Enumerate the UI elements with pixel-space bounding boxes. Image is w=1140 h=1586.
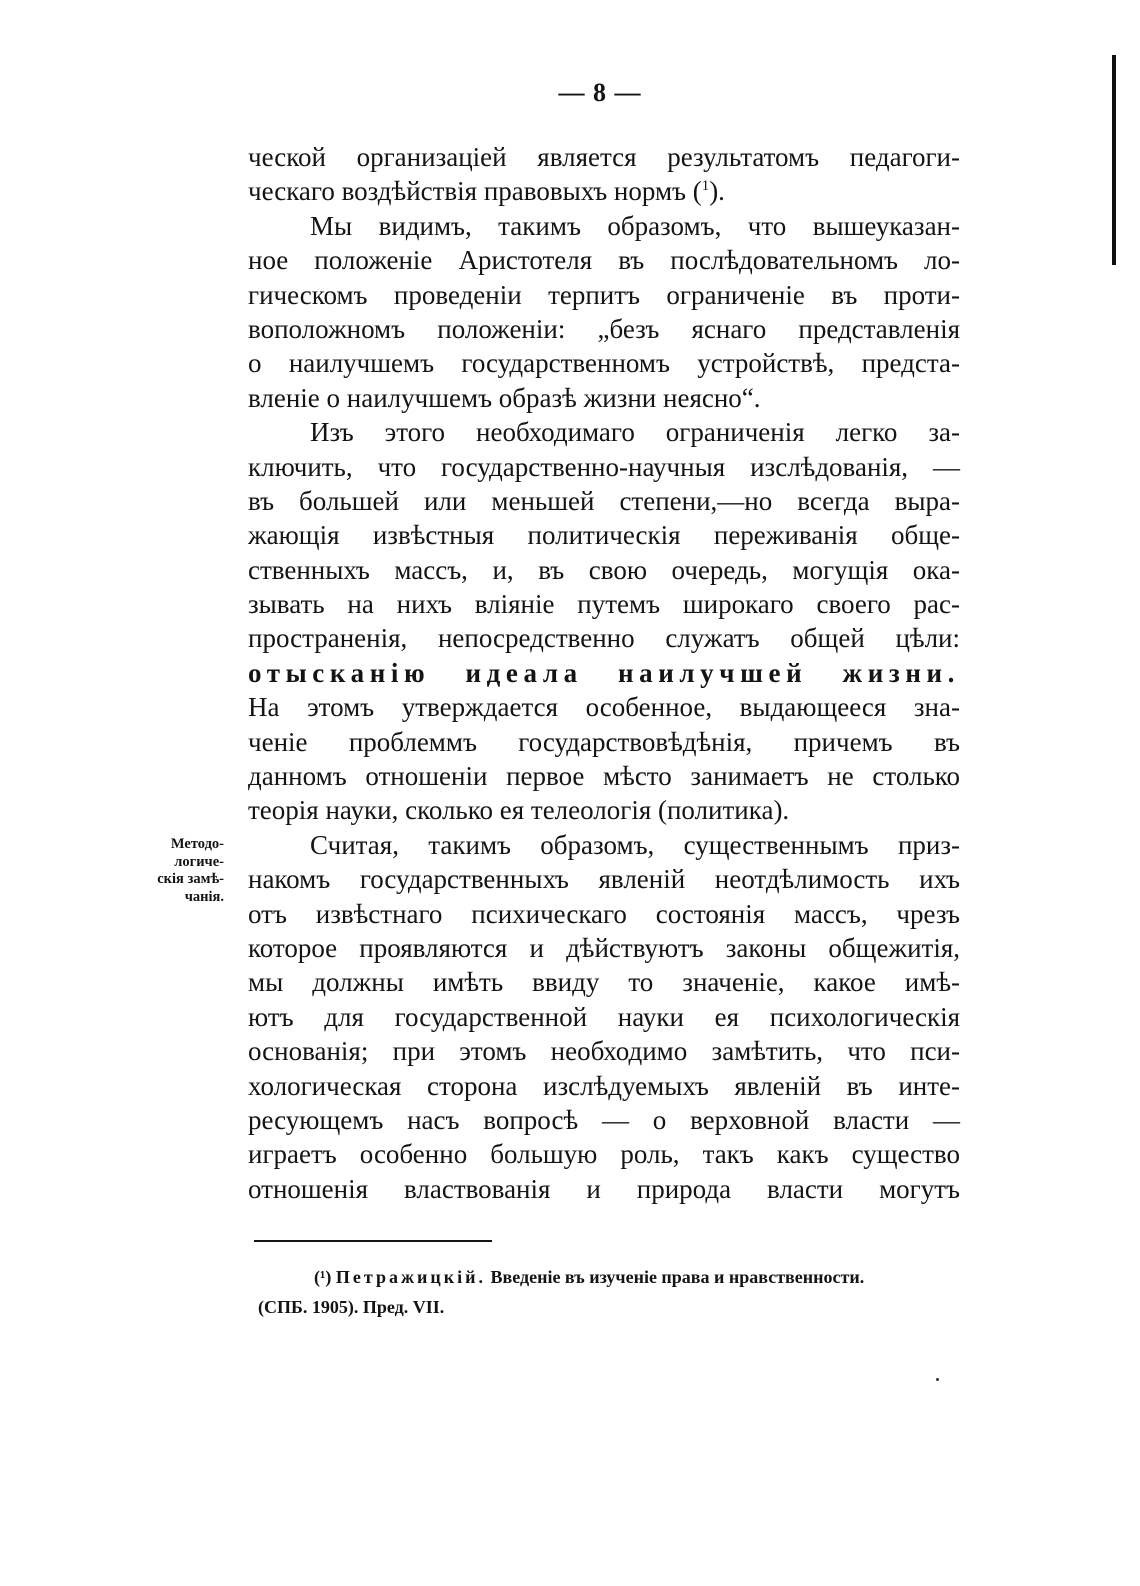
text-line: ютъ для государственной науки ея психологическія (248, 1001, 960, 1032)
text-line: воположномъ положеніи: „безъ яснаго представленія (248, 313, 960, 344)
footnotes (258, 1262, 970, 1322)
footnote-reference[interactable]: 1 (701, 178, 710, 195)
footnote-line (258, 1262, 970, 1292)
text-line: о наилучшемъ государственномъ устройствѣ, предста- (248, 348, 960, 379)
margin-note-line: чанія. (184, 888, 224, 905)
footnote-title: Введеніе въ изученіе права и нравственности. (490, 1267, 865, 1287)
text-line: Считая, такимъ образомъ, существеннымъ приз- (310, 829, 960, 860)
footnote-marker: (¹) (314, 1267, 332, 1287)
text-line: въ большей или меньшей степени,—но всегда выра- (248, 485, 960, 516)
scan-speck (936, 1378, 939, 1381)
text-line: теорія науки, сколько ея телеологія (политика). (248, 795, 790, 826)
margin-note-line: логиче- (174, 853, 224, 870)
text-line: ное положеніе Аристотеля въ послѣдовательномъ ло- (248, 245, 960, 276)
margin-note (120, 836, 224, 906)
text-line: ченіе проблеммъ государствовѣдѣнія, причемъ въ (248, 726, 960, 757)
footnote-divider (254, 1240, 492, 1242)
text-line: мы должны имѣть ввиду то значеніе, какое имѣ- (248, 967, 960, 998)
text-line: ресующемъ насъ вопросѣ — о верховной власти — (248, 1104, 960, 1135)
text-line: пространенія, непосредственно служатъ общей цѣли: (248, 623, 960, 654)
footnote-author: Петражицкій. (335, 1267, 486, 1287)
text-line: играетъ особенно большую роль, такъ какъ существо (248, 1139, 960, 1170)
text-line: Мы видимъ, такимъ образомъ, что вышеуказан- (310, 210, 960, 241)
text-line: отношенія властвованія и природа власти могутъ (248, 1173, 960, 1204)
text-line: На этомъ утверждается особенное, выдающееся зна- (248, 692, 960, 723)
margin-note-line: скія замѣ- (157, 871, 224, 887)
text-line: ственныхъ массъ, и, въ свою очередь, могущія ока- (248, 554, 960, 585)
text-line: ческой организаціей является результатомъ педагоги- (248, 142, 960, 172)
text-line: Изъ этого необходимаго ограниченія легко за- (310, 417, 960, 448)
text-line: отъ извѣстнаго психическаго состоянія массъ, чрезъ (248, 898, 960, 929)
text-line: ческаго воздѣйствія правовыхъ нормъ ($^1$). (248, 176, 725, 207)
text-line: накомъ государственныхъ явленій неотдѣлимость ихъ (248, 864, 960, 895)
text-line: вленіе о наилучшемъ образѣ жизни неясно“. (248, 382, 761, 413)
text-line: данномъ отношеніи первое мѣсто занимаетъ не столько (248, 761, 960, 792)
text-line: хологическая сторона изслѣдуемыхъ явленій въ инте- (248, 1070, 960, 1101)
text-line: которое проявляются и дѣйствуютъ законы общежитія, (248, 932, 960, 963)
text-line: гическомъ проведеніи терпитъ ограниченіе въ проти- (248, 279, 960, 310)
text-line: жающія извѣстныя политическія переживанія обще- (248, 520, 960, 551)
main-text (248, 140, 960, 1206)
text-line: зывать на нихъ вліяніе путемъ широкаго своего рас- (248, 589, 960, 620)
footnote-line: (СПБ. 1905). Пред. VII. (258, 1297, 445, 1317)
text-line: ключить, что государственно-научныя изслѣдованія, — (248, 451, 960, 482)
margin-note-line: Методо- (170, 836, 224, 852)
emphasized-text-line: отысканію идеала наилучшей жизни. (248, 657, 960, 688)
page-number: — 8 — (558, 78, 642, 107)
text-line: основанія; при этомъ необходимо замѣтить, что пси- (248, 1036, 960, 1067)
